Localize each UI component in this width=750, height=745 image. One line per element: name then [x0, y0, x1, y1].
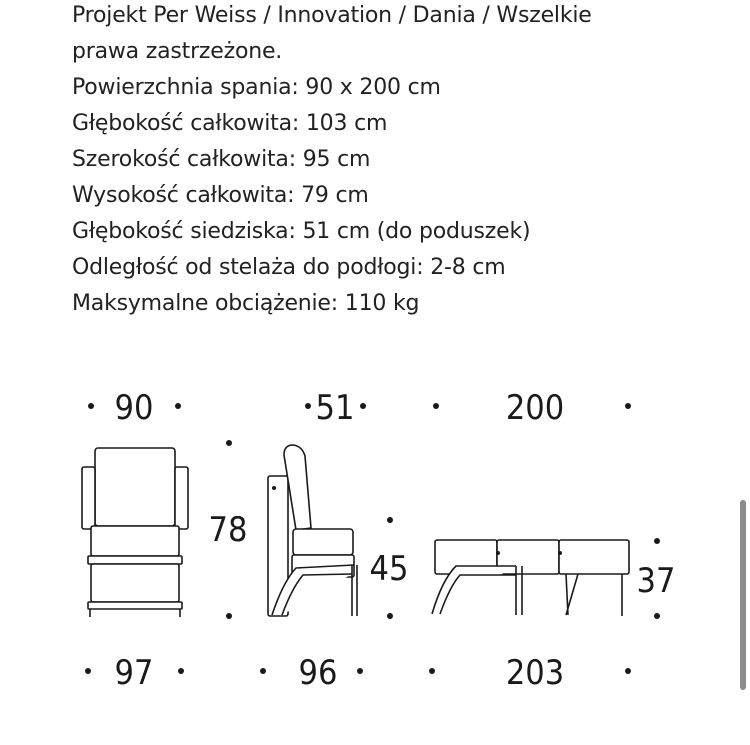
dim-front-height: 78 [208, 510, 248, 550]
dim-seat-depth: 51 [315, 388, 355, 428]
spec-total-width: Szerokość całkowita: 95 cm [72, 147, 371, 172]
spec-seat-depth: Głębokość siedziska: 51 cm (do poduszek) [72, 219, 531, 244]
spec-total-height: Wysokość całkowita: 79 cm [72, 183, 369, 208]
dim-bed-length-top: 200 [505, 388, 565, 428]
dim-seat-height: 45 [369, 549, 409, 589]
spec-line-design-1: Projekt Per Weiss / Innovation / Dania / Wszelkie [72, 3, 592, 28]
dim-front-width-bottom: 97 [114, 653, 154, 693]
dim-front-width-top: 90 [114, 388, 154, 428]
dim-bed-height: 37 [636, 561, 676, 601]
spec-sleeping-area: Powierzchnia spania: 90 x 200 cm [72, 75, 441, 100]
scrollbar-thumb[interactable] [740, 500, 746, 690]
spec-total-depth: Głębokość całkowita: 103 cm [72, 111, 388, 136]
dim-side-depth: 96 [298, 653, 338, 693]
side-view-chair [268, 445, 357, 616]
spec-max-load: Maksymalne obciążenie: 110 kg [72, 291, 420, 316]
spec-line-design-2: prawa zastrzeżone. [72, 39, 283, 64]
spec-floor-clearance: Odległość od stelaża do podłogi: 2-8 cm [72, 255, 506, 280]
dim-bed-length-bottom: 203 [505, 653, 565, 693]
bed-view [432, 540, 629, 616]
front-view-chair [82, 448, 188, 617]
